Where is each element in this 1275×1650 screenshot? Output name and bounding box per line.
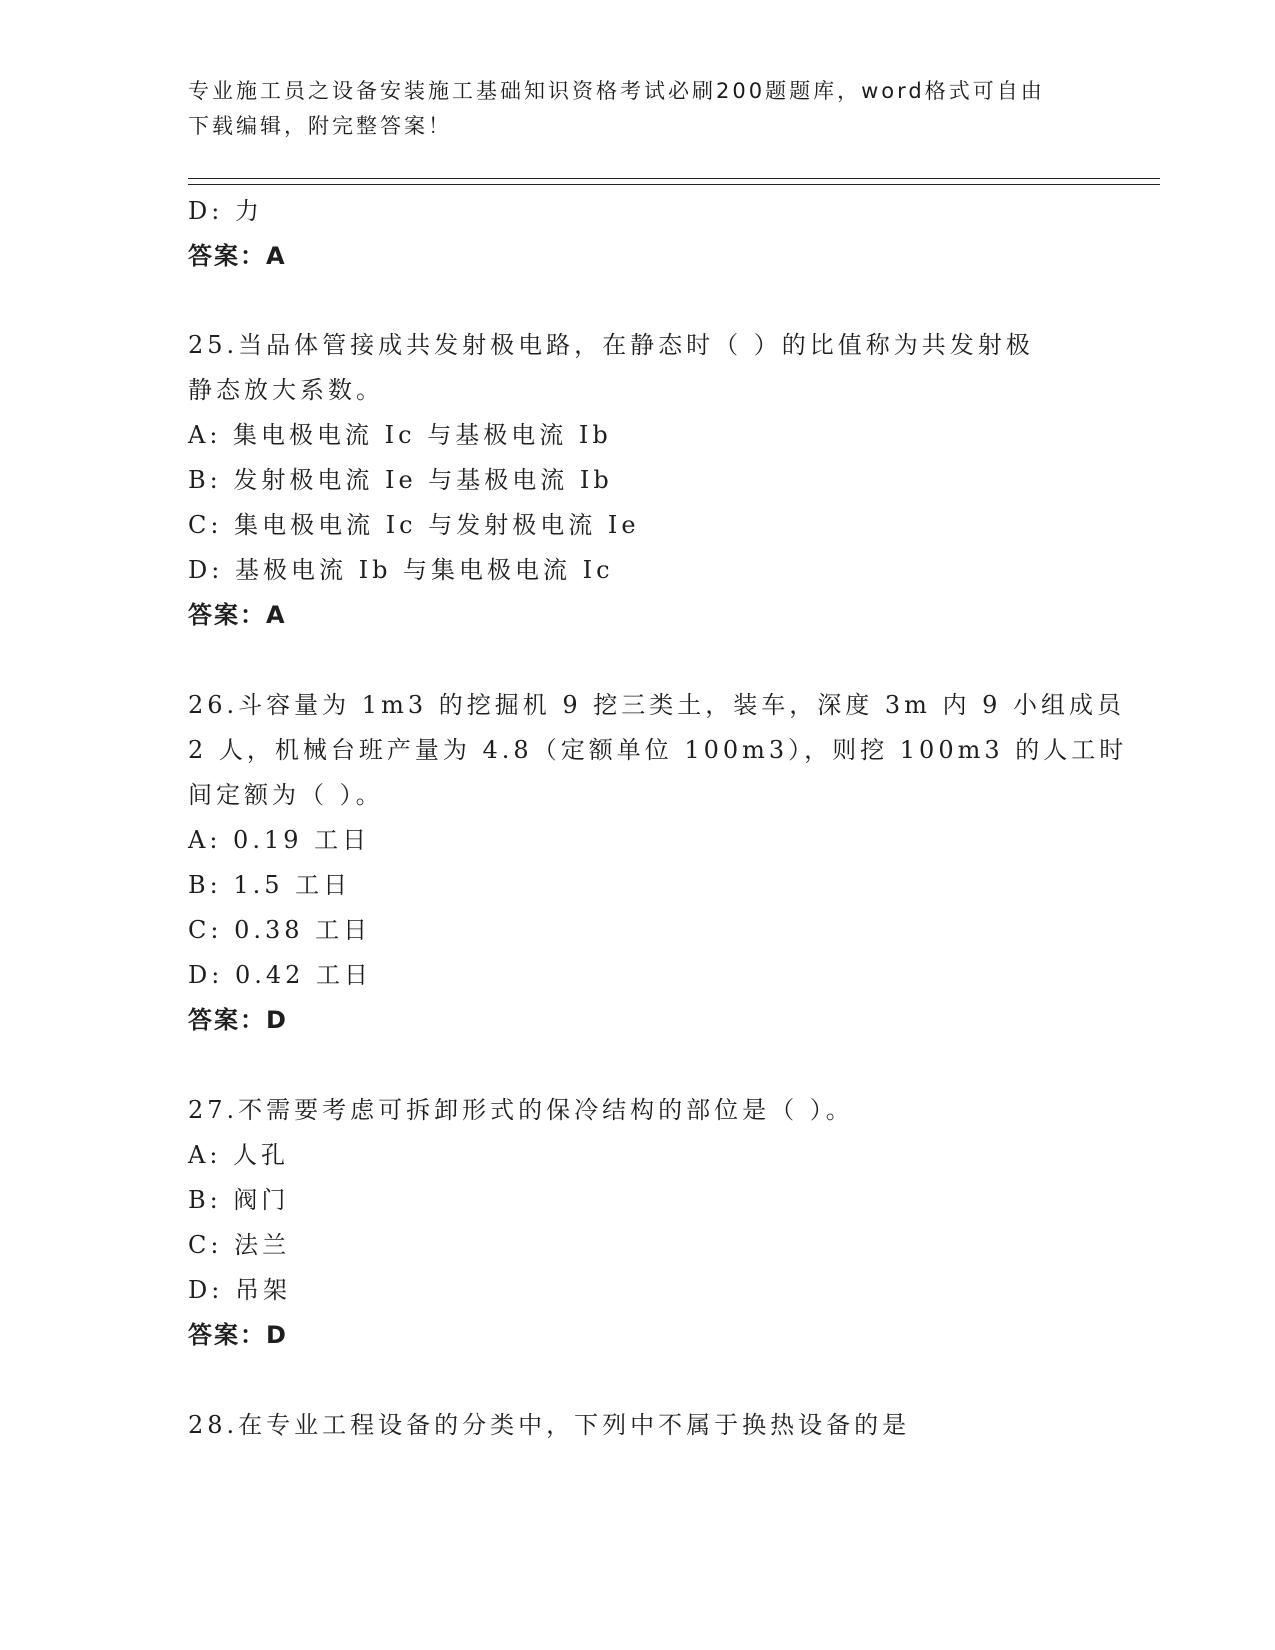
q26-answer: 答案：D [188, 1006, 288, 1034]
header-divider-bottom [188, 184, 1160, 185]
header-line-1: 专业施工员之设备安装施工基础知识资格考试必刷200题题库，word格式可自由 [188, 79, 1045, 103]
q27-stem-line-1: 27.不需要考虑可拆卸形式的保冷结构的部位是（ ）。 [188, 1096, 854, 1124]
q25-option-a: A: 集电极电流 Ic 与基极电流 Ib [188, 421, 612, 449]
document-header [188, 74, 1088, 144]
q27-option-a: A: 人孔 [188, 1141, 290, 1169]
q26-stem-line-1: 26.斗容量为 1m3 的挖掘机 9 挖三类土，装车，深度 3m 内 9 小组成员 [188, 691, 1126, 719]
q26-option-a: A: 0.19 工日 [188, 826, 371, 854]
q25-stem-line-2: 静态放大系数。 [188, 376, 384, 404]
prev-option-d: D: 力 [188, 197, 263, 225]
q27-option-d: D: 吊架 [188, 1276, 291, 1304]
q26-stem-line-2: 2 人，机械台班产量为 4.8（定额单位 100m3），则挖 100m3 的人工时 [188, 736, 1128, 764]
q25-option-c: C: 集电极电流 Ic 与发射极电流 Ie [188, 511, 640, 539]
q28-stem-line-1: 28.在专业工程设备的分类中，下列中不属于换热设备的是 [188, 1411, 911, 1439]
header-divider-top [188, 178, 1160, 179]
q27-answer: 答案：D [188, 1321, 288, 1349]
q25-option-d: D: 基极电流 Ib 与集电极电流 Ic [188, 556, 614, 584]
q26-option-d: D: 0.42 工日 [188, 961, 373, 989]
q26-option-c: C: 0.38 工日 [188, 916, 372, 944]
q26-option-b: B: 1.5 工日 [188, 871, 352, 899]
q25-option-b: B: 发射极电流 Ie 与基极电流 Ib [188, 466, 613, 494]
q27-option-c: C: 法兰 [188, 1231, 291, 1259]
q25-stem-line-1: 25.当品体管接成共发射极电路，在静态时（ ）的比值称为共发射极 [188, 331, 1034, 359]
q25-answer: 答案：A [188, 601, 287, 629]
q27-option-b: B: 阀门 [188, 1186, 290, 1214]
q26-stem-line-3: 间定额为（ ）。 [188, 781, 384, 809]
header-line-2: 下载编辑，附完整答案！ [188, 114, 452, 138]
prev-answer: 答案：A [188, 242, 287, 270]
